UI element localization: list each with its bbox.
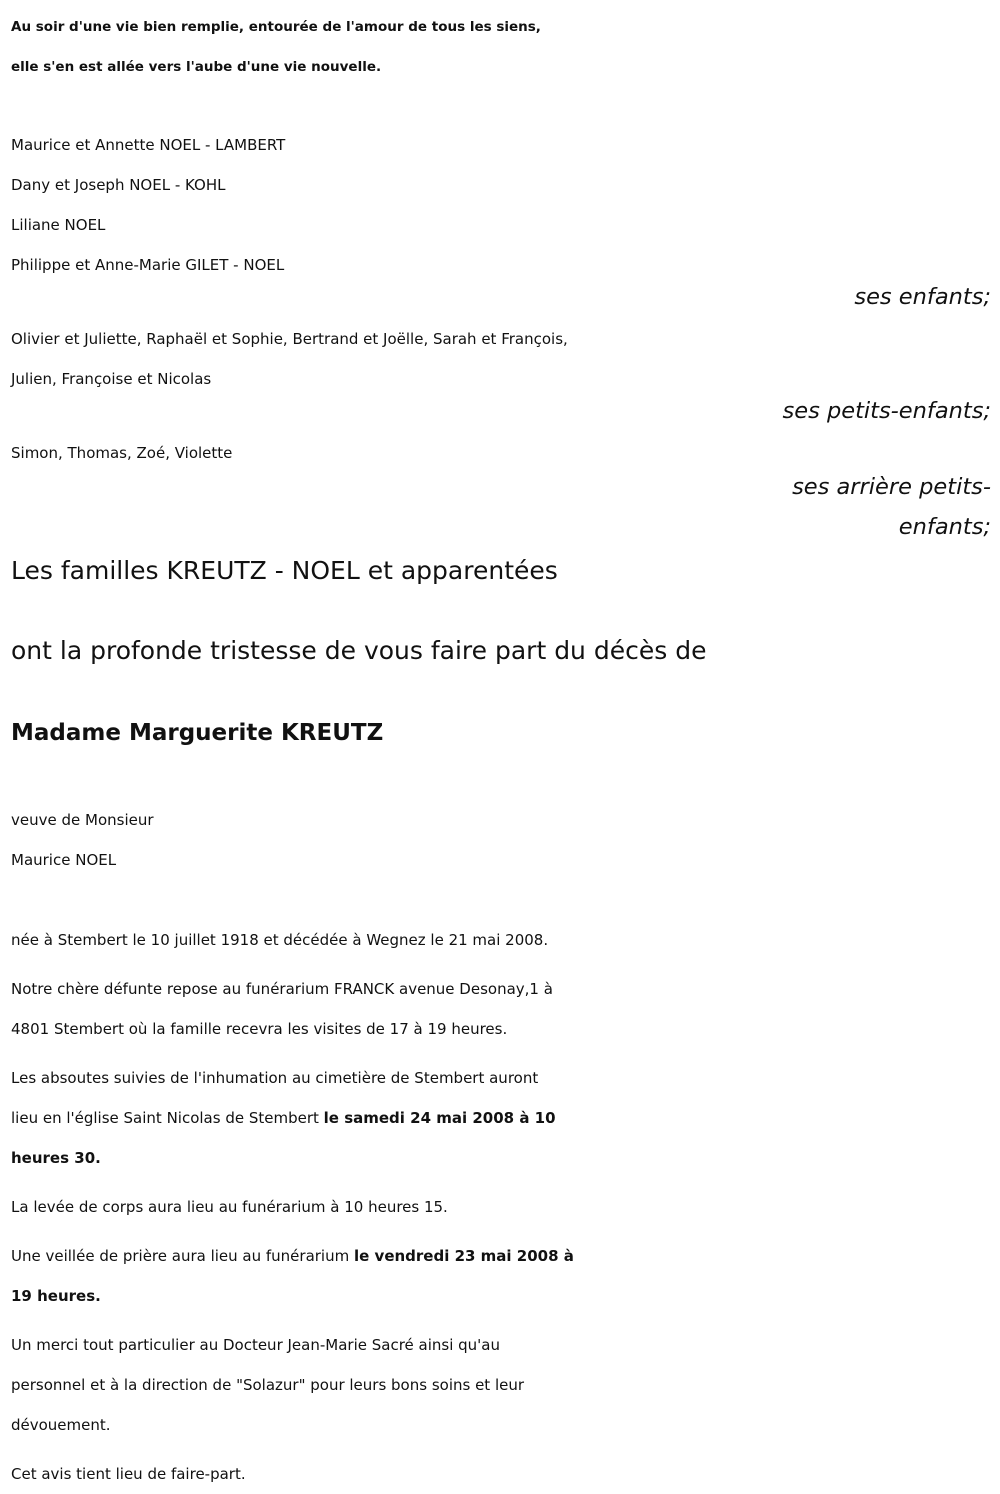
rest-line: 4801 Stembert où la famille recevra les visites de 17 à 19 heures. xyxy=(11,1020,508,1038)
veillee-text: Une veillée de prière aura lieu au funérarium xyxy=(11,1247,354,1265)
absoutes-line: Les absoutes suivies de l'inhumation au cimetière de Stembert auront xyxy=(11,1069,539,1087)
families-line: Les familles KREUTZ - NOEL et apparentées xyxy=(11,556,558,585)
rest-line: Notre chère défunte repose au funérarium FRANCK avenue Desonay,1 à xyxy=(11,980,553,998)
great-grandchildren-line: Simon, Thomas, Zoé, Violette xyxy=(11,444,233,462)
widow-line: veuve de Monsieur xyxy=(11,811,154,829)
children-role: ses enfants; xyxy=(854,284,991,310)
veillee-paragraph xyxy=(11,1236,991,1316)
intro-line: elle s'en est allée vers l'aube d'une vie nouvelle. xyxy=(11,59,382,75)
great-grandchildren-role xyxy=(11,467,991,547)
announcement-line: ont la profonde tristesse de vous faire part du décès de xyxy=(11,636,707,665)
veillee-date: le vendredi 23 mai 2008 à xyxy=(354,1247,574,1265)
absoutes-line xyxy=(11,1098,991,1138)
thanks-line: personnel et à la direction de "Solazur" pour leurs bons soins et leur xyxy=(11,1376,525,1394)
absoutes-date: le samedi 24 mai 2008 à 10 xyxy=(323,1109,556,1127)
grandchildren-list xyxy=(11,319,991,399)
veillee-line xyxy=(11,1276,991,1316)
widow-info xyxy=(11,800,991,880)
birth-death-line: née à Stembert le 10 juillet 1918 et décédée à Wegnez le 21 mai 2008. xyxy=(11,931,549,949)
child-name: Liliane NOEL xyxy=(11,216,106,234)
veillee-time: 19 heures. xyxy=(11,1287,101,1305)
rest-paragraph xyxy=(11,969,991,1049)
absoutes-time: heures 30. xyxy=(11,1149,101,1167)
child-name: Dany et Joseph NOEL - KOHL xyxy=(11,176,226,194)
intro-line: Au soir d'une vie bien remplie, entourée de l'amour de tous les siens, xyxy=(11,19,541,35)
closing-line: Cet avis tient lieu de faire-part. xyxy=(11,1465,246,1483)
widow-line: Maurice NOEL xyxy=(11,851,117,869)
absoutes-line xyxy=(11,1138,991,1178)
child-name: Philippe et Anne-Marie GILET - NOEL xyxy=(11,256,285,274)
obituary-notice xyxy=(11,0,991,1494)
veillee-line xyxy=(11,1236,991,1276)
thanks-line: dévouement. xyxy=(11,1416,111,1434)
great-grandchildren-role-line: ses arrière petits- xyxy=(792,474,991,500)
thanks-paragraph xyxy=(11,1325,991,1445)
deceased-name: Madame Marguerite KREUTZ xyxy=(11,720,384,746)
grandchildren-role: ses petits-enfants; xyxy=(782,398,991,424)
children-list xyxy=(11,125,991,285)
absoutes-paragraph xyxy=(11,1058,991,1178)
grandchildren-line: Olivier et Juliette, Raphaël et Sophie, Bertrand et Joëlle, Sarah et François, xyxy=(11,330,568,348)
great-grandchildren-role-line: enfants; xyxy=(898,514,991,540)
child-name: Maurice et Annette NOEL - LAMBERT xyxy=(11,136,286,154)
intro-text xyxy=(11,7,991,87)
thanks-line: Un merci tout particulier au Docteur Jean-Marie Sacré ainsi qu'au xyxy=(11,1336,500,1354)
birth-death-paragraph xyxy=(11,920,991,960)
levee-line: La levée de corps aura lieu au funérarium à 10 heures 15. xyxy=(11,1198,448,1216)
absoutes-text: lieu en l'église Saint Nicolas de Stembert xyxy=(11,1109,324,1127)
levee-paragraph xyxy=(11,1187,991,1227)
grandchildren-line: Julien, Françoise et Nicolas xyxy=(11,370,212,388)
closing-paragraph xyxy=(11,1454,991,1494)
